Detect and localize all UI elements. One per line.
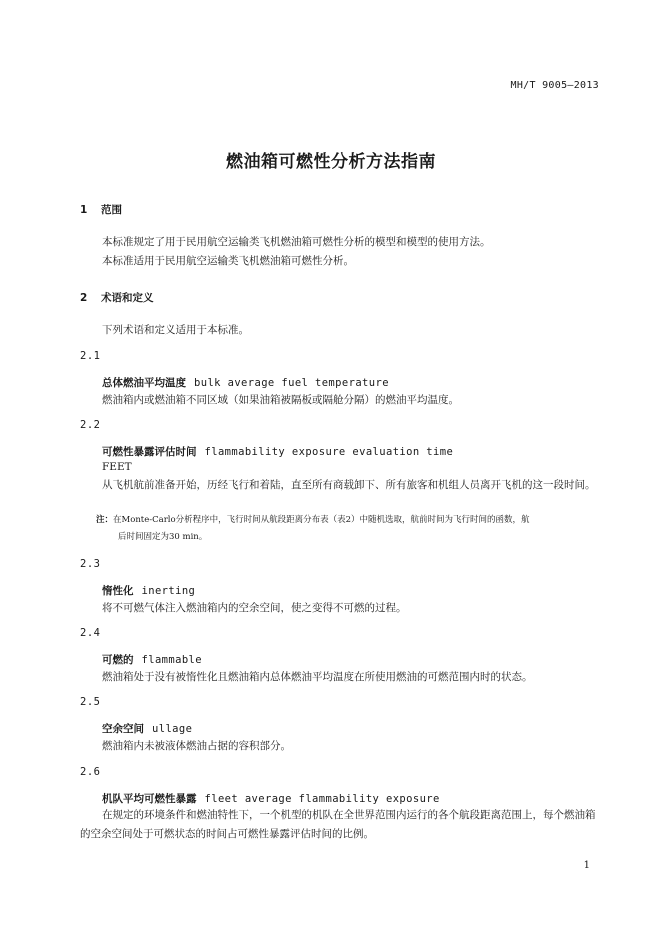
section-2-heading [80,290,154,305]
term-heading [102,791,440,806]
section-1-number: 1 [80,204,88,216]
term-definition: 将不可燃气体注入燃油箱内的空余空间，使之变得不可燃的过程。 [102,602,407,614]
standard-number: MH/T 9005—2013 [510,80,599,91]
term-abbreviation: FEET [102,461,132,473]
section-2-number: 2 [80,292,88,304]
term-heading [102,375,389,390]
term-en: bulk average fuel temperature [194,377,389,389]
term-heading [102,721,192,736]
term-heading [102,444,453,459]
term-number: 2.4 [80,627,101,639]
term-number: 2.3 [80,558,101,570]
section-1-heading [80,202,122,217]
term-heading [102,652,202,667]
term-en: flammable [141,654,202,666]
scope-paragraph-1: 本标准规定了用于民用航空运输类飞机燃油箱可燃性分析的模型和模型的使用方法。 [102,236,491,248]
terms-intro: 下列术语和定义适用于本标准。 [102,324,249,336]
term-cn: 空余空间 [102,723,144,735]
term-number: 2.1 [80,350,101,362]
term-en: inerting [141,585,196,597]
term-cn: 惰性化 [102,585,134,597]
term-definition: 燃油箱内或燃油箱不同区域（如果油箱被隔板或隔舱分隔）的燃油平均温度。 [102,394,459,406]
term-cn: 总体燃油平均温度 [102,377,186,389]
note-text: 在Monte-Carlo分析程序中，飞行时间从航段距离分布表（表2）中随机选取，航前时间为飞行时间的函数，航 [113,515,530,525]
note-text-continued: 后时间固定为30 min。 [118,532,208,542]
term-cn: 可燃的 [102,654,134,666]
term-cn: 可燃性暴露评估时间 [102,446,197,458]
term-definition: 燃油箱内未被液体燃油占据的容积部分。 [102,740,291,752]
term-en: ullage [152,723,193,735]
section-2-title: 术语和定义 [101,292,154,304]
note-label: 注： [96,515,114,525]
term-number: 2.5 [80,696,101,708]
term-definition: 在规定的环境条件和燃油特性下，一个机型的机队在全世界范围内运行的各个航段距离范围上，每个燃油箱的空余空间处于可燃状态的时间占可燃性暴露评估时间的比例。 [80,809,596,840]
scope-paragraph-2: 本标准适用于民用航空运输类飞机燃油箱可燃性分析。 [102,255,354,267]
term-en: flammability exposure evaluation time [204,446,454,458]
term-heading [102,583,195,598]
term-en: fleet average flammability exposure [204,793,440,805]
section-1-title: 范围 [101,204,122,216]
term-note [96,512,602,546]
term-cn: 机队平均可燃性暴露 [102,793,197,805]
term-number: 2.6 [80,766,101,778]
page-number: 1 [583,860,590,871]
document-title: 燃油箱可燃性分析方法指南 [226,152,436,172]
term-number: 2.2 [80,419,101,431]
term-definition: 燃油箱处于没有被惰性化且燃油箱内总体燃油平均温度在所使用燃油的可燃范围内时的状态。 [102,671,533,683]
term-definition: 从飞机航前准备开始，历经飞行和着陆，直至所有商载卸下、所有旅客和机组人员离开飞机的这一段时间。 [102,479,596,491]
